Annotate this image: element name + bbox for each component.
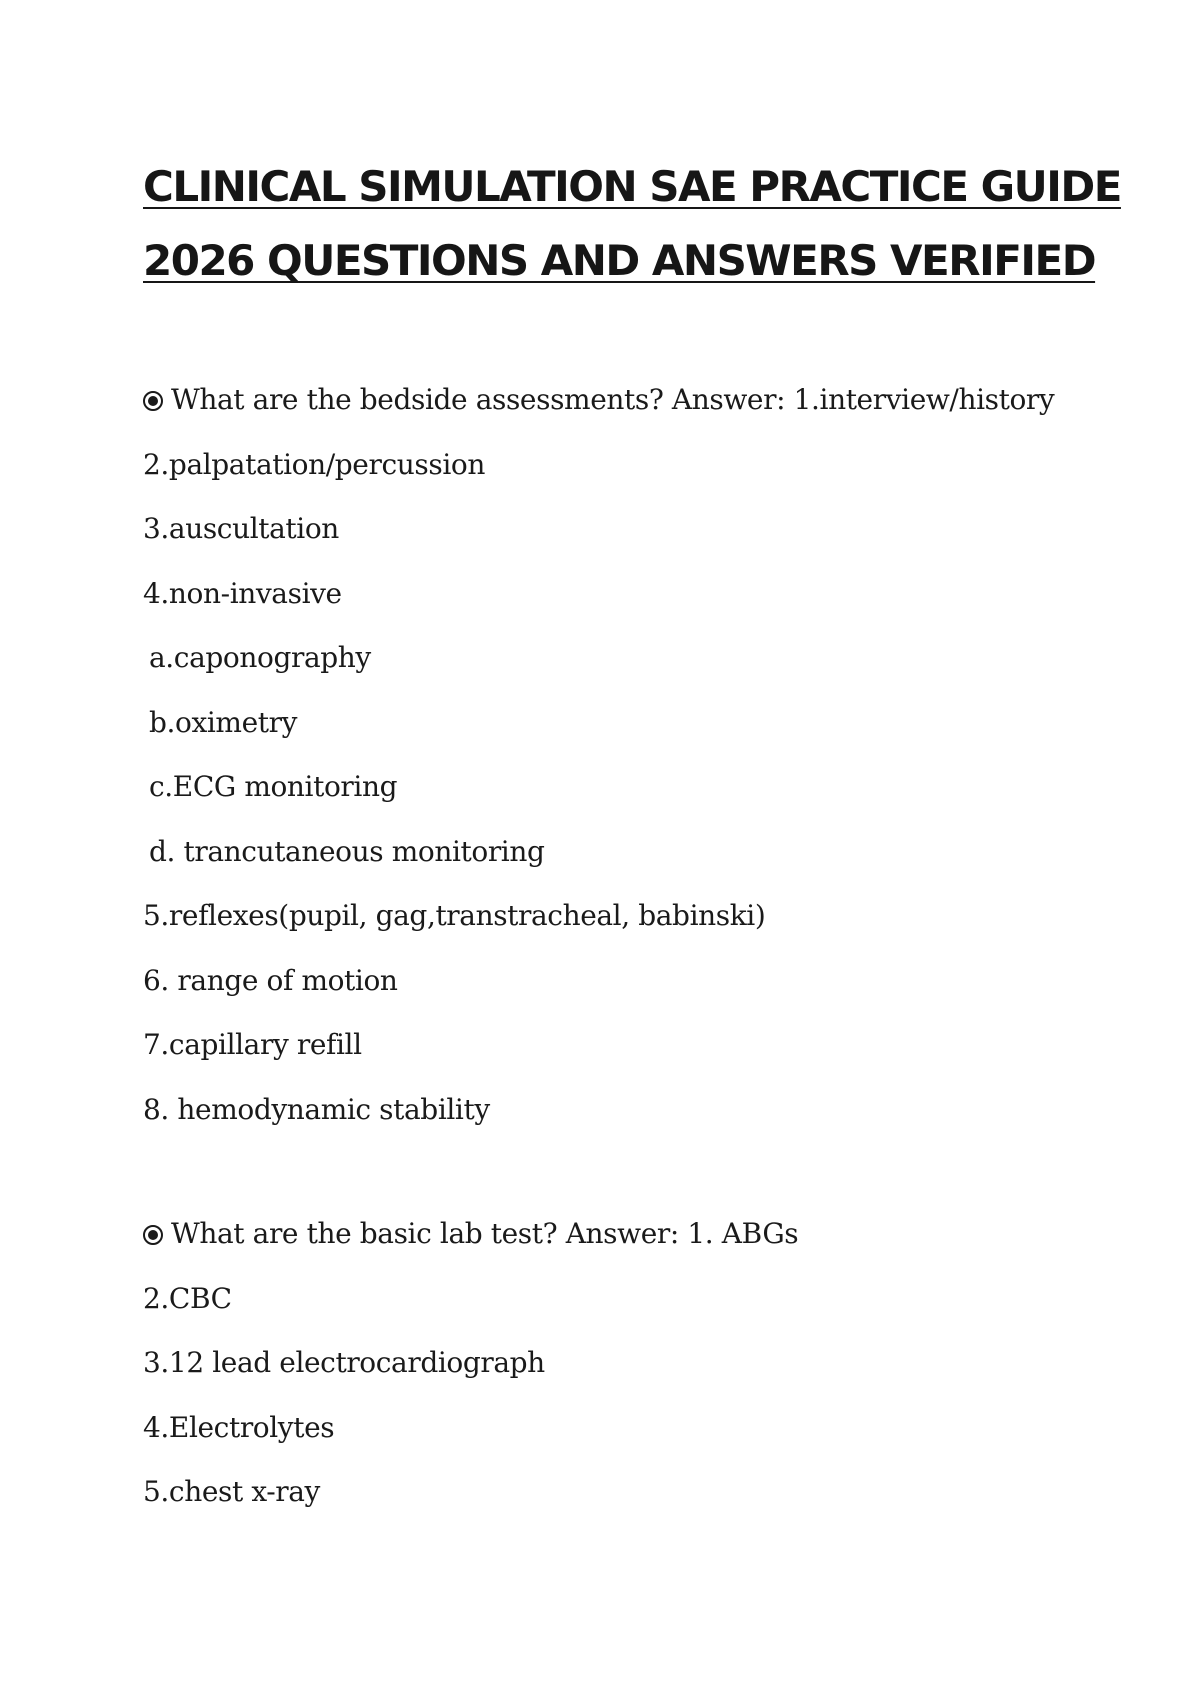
- answer-line: 7.capillary refill: [143, 1028, 362, 1061]
- radio-bullet-icon: [143, 1225, 163, 1245]
- answer-subline: d. trancutaneous monitoring: [149, 834, 545, 868]
- radio-bullet-icon: [143, 391, 163, 411]
- answer-line: 8. hemodynamic stability: [143, 1092, 490, 1126]
- document-title: [143, 150, 1121, 298]
- answer-line: 3.auscultation: [143, 512, 339, 545]
- title-line-1: CLINICAL SIMULATION SAE PRACTICE GUIDE: [143, 162, 1121, 211]
- answer-line: 6. range of motion: [143, 963, 398, 997]
- answer-line: 4.non-invasive: [143, 576, 342, 610]
- title-line-2: 2026 QUESTIONS AND ANSWERS VERIFIED: [143, 236, 1096, 285]
- answer-subline: a.caponography: [149, 641, 371, 674]
- question-line: What are the bedside assessments? Answer: 1.interview/history: [143, 368, 1103, 433]
- answer-line: 2.palpatation/percussion: [143, 447, 485, 481]
- qa-block-bedside-assessments: [143, 368, 1103, 1142]
- answer-line: 5.chest x-ray: [143, 1475, 320, 1508]
- answer-line: 2.CBC: [143, 1281, 232, 1315]
- qa-block-basic-lab-tests: [143, 1202, 1103, 1525]
- answer-line: 3.12 lead electrocardiograph: [143, 1346, 545, 1379]
- answer-subline: c.ECG monitoring: [149, 770, 398, 803]
- answer-subline: b.oximetry: [149, 705, 298, 739]
- question-line: What are the basic lab test? Answer: 1. ABGs: [143, 1202, 1103, 1267]
- answer-line: 4.Electrolytes: [143, 1410, 335, 1444]
- answer-line: 5.reflexes(pupil, gag,transtracheal, babinski): [143, 899, 766, 932]
